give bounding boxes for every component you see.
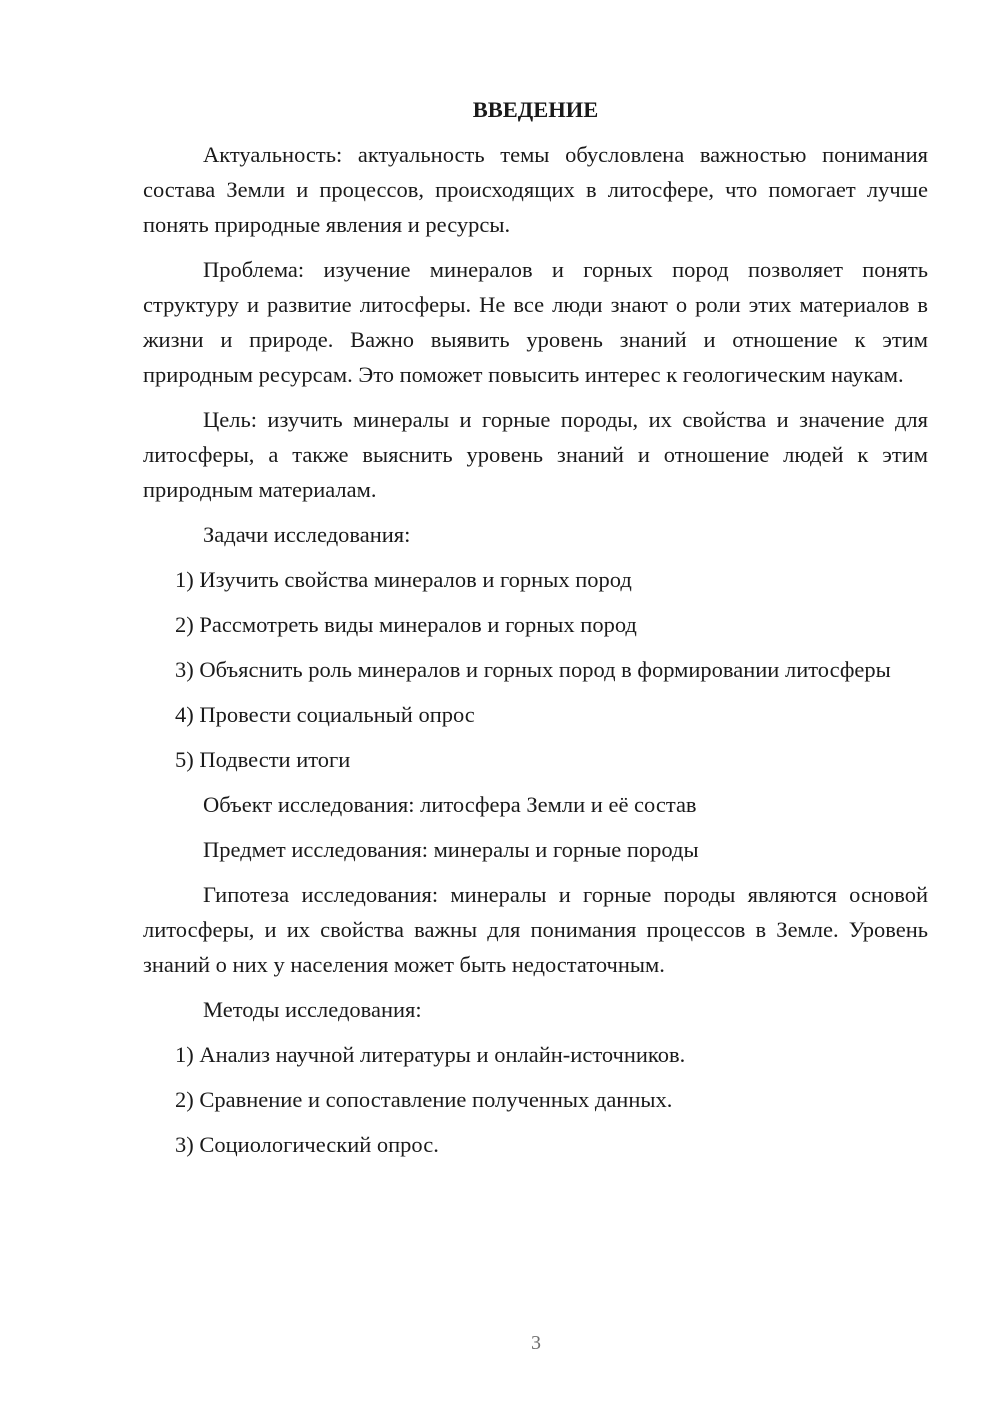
relevance-paragraph: Актуальность: актуальность темы обусловлена важностью понимания состава Земли и процессов, происходящих в литосфере, что помогает лучше понять природные явления и ресурсы.	[143, 142, 928, 237]
hypothesis-paragraph: Гипотеза исследования: минералы и горные породы являются основой литосферы, и их свойства важны для понимания процессов в Земле. Уровень знаний о них у населения может быть недостаточным.	[143, 882, 928, 977]
task-item: 4) Провести социальный опрос	[175, 702, 475, 727]
page-number: 3	[531, 1332, 541, 1354]
research-subject: Предмет исследования: минералы и горные породы	[203, 837, 699, 862]
method-item: 1) Анализ научной литературы и онлайн-источников.	[175, 1042, 686, 1067]
document-body	[143, 92, 928, 1172]
methods-heading: Методы исследования:	[203, 997, 422, 1022]
section-title: ВВЕДЕНИЕ	[472, 97, 599, 122]
goal-paragraph: Цель: изучить минералы и горные породы, их свойства и значение для литосферы, а также выяснить уровень знаний и отношение людей к этим природным материалам.	[143, 407, 928, 502]
research-object: Объект исследования: литосфера Земли и её состав	[203, 792, 697, 817]
task-item: 1) Изучить свойства минералов и горных пород	[175, 567, 632, 592]
method-item: 3) Социологический опрос.	[175, 1132, 439, 1157]
tasks-heading: Задачи исследования:	[203, 522, 411, 547]
method-item: 2) Сравнение и сопоставление полученных данных.	[175, 1087, 673, 1112]
task-item: 3) Объяснить роль минералов и горных пород в формировании литосферы	[175, 657, 891, 682]
task-item: 5) Подвести итоги	[175, 747, 351, 772]
task-item: 2) Рассмотреть виды минералов и горных пород	[175, 612, 637, 637]
problem-paragraph: Проблема: изучение минералов и горных пород позволяет понять структуру и развитие литосферы. Не все люди знают о роли этих материалов в жизни и природе. Важно выявить уровень знаний и отношение к этим природным ресурсам. Это поможет повысить интерес к геологическим наукам.	[143, 257, 928, 387]
